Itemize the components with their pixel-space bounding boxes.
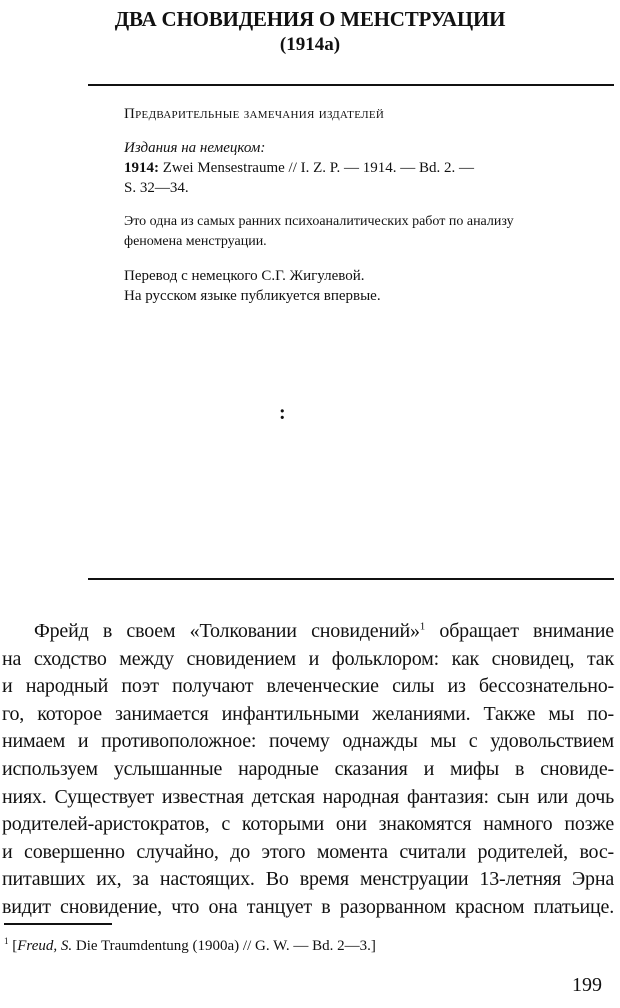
text-line: нимаем и противоположное: почему однажды мы с удовольствием [2,730,614,753]
translation-line-2: На русском языке публикуется впервые. [124,288,381,304]
text-line: питавших их, за настоящих. Во время менструации 13-летняя Эрна [2,868,614,891]
edition-ref-line-1: Zwei Mensestraume // I. Z. P. — 1914. — Bd. 2. — [159,160,474,176]
edition-reference [124,158,620,178]
text-line: используем услышанные народные сказания и мифы в сновиде- [2,757,614,780]
text-line: и народный поэт получают влеченческие силы из бессознательно- [2,675,614,698]
editorial-heading: Предварительные замечания издателей [124,106,385,122]
footnote-number: 1 [4,936,9,946]
chapter-year: (1914a) [279,34,341,55]
bottom-divider [88,578,614,580]
footnote-mark: 1 [419,620,426,633]
text-line: ниях. Существует известная детская народная фантазия: сын или дочь [2,785,614,808]
note-line-2: феномена менструации. [124,234,267,249]
section-separator: : [279,402,286,424]
main-text [2,618,614,922]
edition-year: 1914: [124,160,159,176]
page-number: 199 [572,974,602,996]
text-line: родителей-аристократов, с которыми они знакомятся намного позже [2,813,614,836]
text-line: Фрейд в своем «Толковании сновидений»$^1$ обращает внимание [34,620,614,642]
footnote-divider [4,923,112,925]
text-line: и совершенно случайно, до этого момента считали родителей, вос- [2,840,614,863]
editions-label: Издания на немецком: [124,140,266,156]
editorial-notes [124,104,620,306]
text-line: видит сновидение, что она танцует в разорванном красном платьице. [2,895,614,918]
text-line: го, которое занимается инфантильными желаниями. Также мы по- [2,702,614,725]
footnote: $^1$ [Freud, S. Die Traumdentung (1900a) // G. W. — Bd. 2—3.] [4,936,376,954]
top-divider [88,84,614,86]
chapter-title: ДВА СНОВИДЕНИЯ О МЕНСТРУАЦИИ [114,7,506,31]
note-line-1: Это одна из самых ранних психоаналитических работ по анализу [124,214,514,229]
footnote-text: Die Traumdentung (1900a) // G. W. — Bd. 2—3.] [72,938,376,954]
edition-ref-line-2: S. 32—34. [124,180,189,196]
text-line: на сходство между сновидением и фольклором: как сновидец, так [2,647,614,670]
translation-line-1: Перевод с немецкого С.Г. Жигулевой. [124,268,365,284]
footnote-author: Freud, S. [17,938,73,954]
